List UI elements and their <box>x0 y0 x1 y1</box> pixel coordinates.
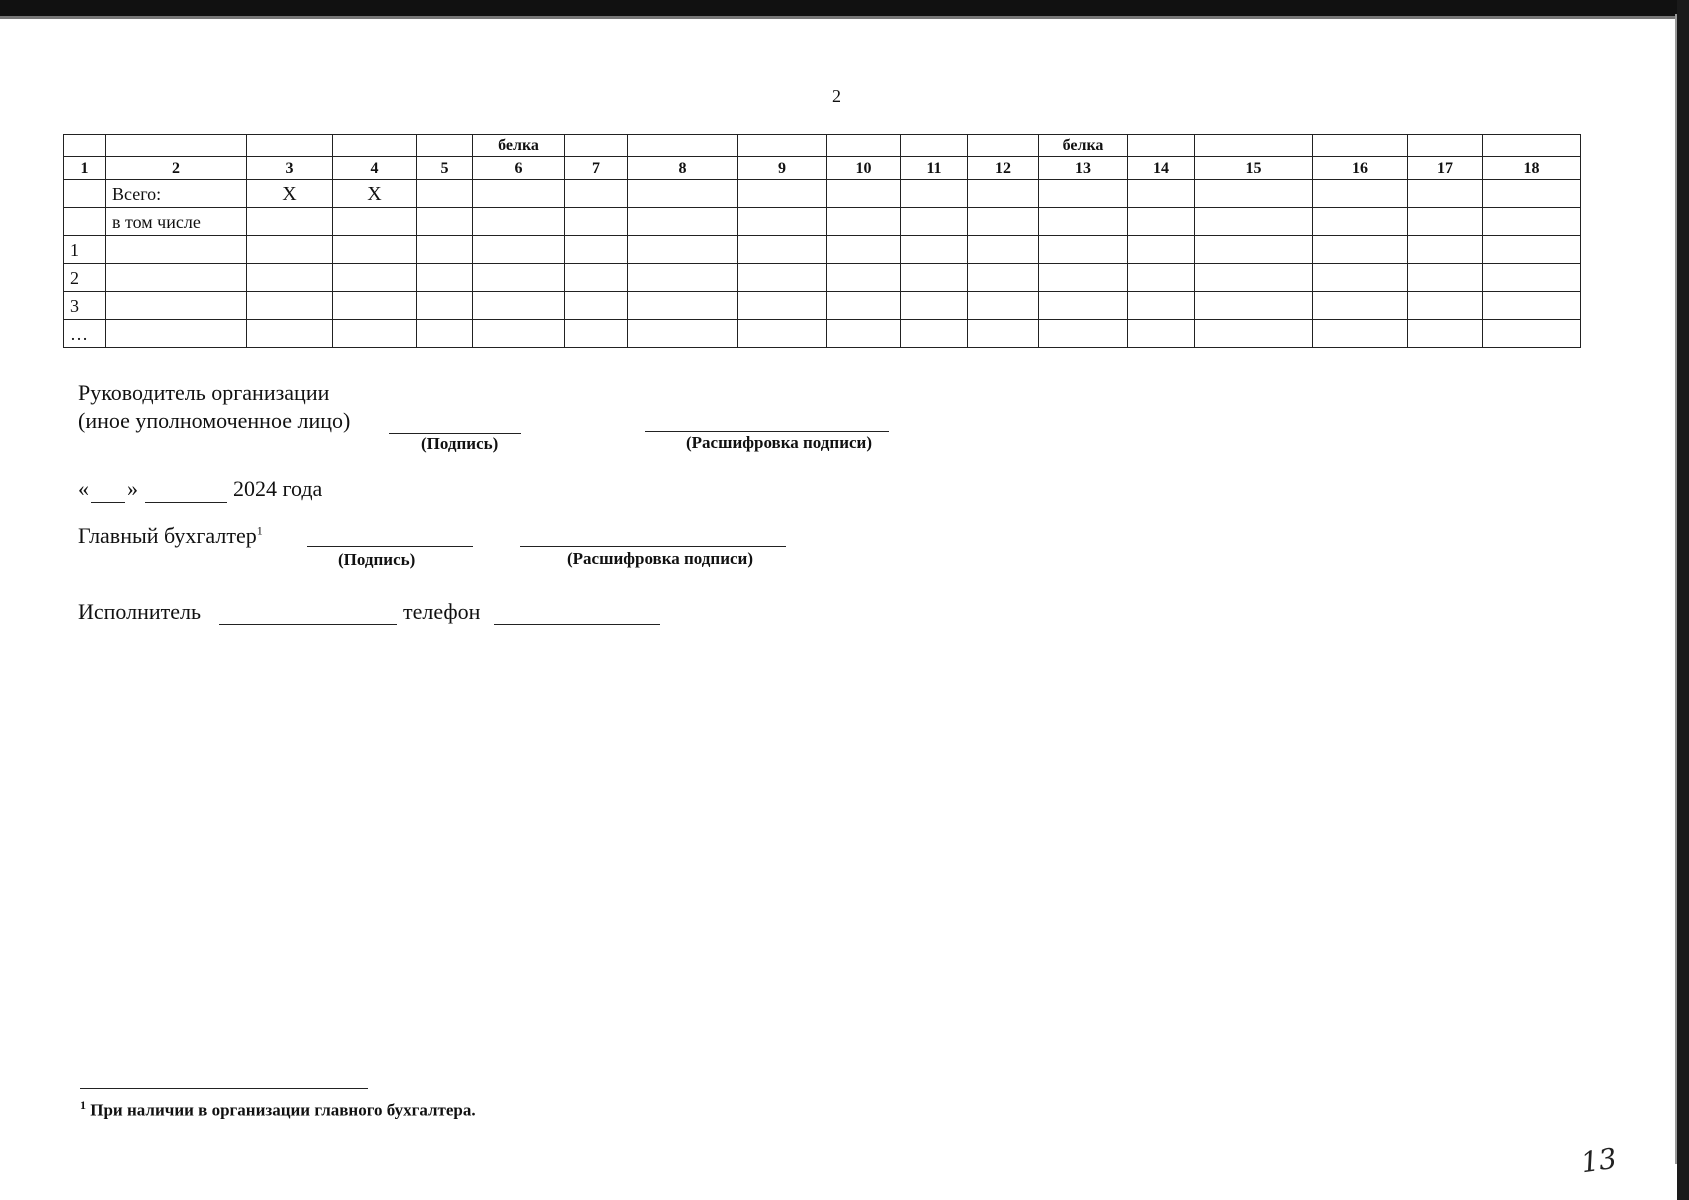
date-day-line[interactable] <box>91 502 125 503</box>
row-number: 2 <box>64 264 106 292</box>
scan-right-border <box>1677 0 1689 1200</box>
row-name: в том числе <box>106 208 247 236</box>
group-header-row <box>64 135 1581 157</box>
head-title-line1: Руководитель организации <box>78 380 330 405</box>
column-number: 13 <box>1039 157 1128 180</box>
cell-c3 <box>247 208 333 236</box>
scan-top-shade <box>0 16 1689 19</box>
executor-label: Исполнитель <box>78 599 202 624</box>
cell-c3: X <box>247 180 333 208</box>
table-row-total <box>64 180 1581 208</box>
date-open-quote: « <box>78 476 89 501</box>
row-number: 3 <box>64 292 106 320</box>
head-decode-caption: (Расшифровка подписи) <box>686 433 872 452</box>
column-number: 1 <box>64 157 106 180</box>
executor-line[interactable] <box>219 624 397 625</box>
row-name: Всего: <box>106 180 247 208</box>
cell-c4: X <box>333 180 417 208</box>
head-title-line2: (иное уполномоченное лицо) <box>78 408 351 433</box>
cell-c4 <box>333 236 417 264</box>
column-number: 11 <box>901 157 968 180</box>
cell-c4 <box>333 208 417 236</box>
footnote-separator <box>80 1088 368 1089</box>
chief-signature-line[interactable] <box>307 546 473 547</box>
group-header-6: белка <box>473 135 565 157</box>
row-name <box>106 320 247 348</box>
cell-c3 <box>247 264 333 292</box>
row-number <box>64 180 106 208</box>
row-name <box>106 236 247 264</box>
column-number: 9 <box>738 157 827 180</box>
row-number: … <box>64 320 106 348</box>
footnote-mark: 1 <box>80 1098 86 1112</box>
date-year-text: 2024 года <box>233 476 323 501</box>
column-number: 4 <box>333 157 417 180</box>
phone-label: телефон <box>403 599 481 624</box>
column-number: 14 <box>1128 157 1195 180</box>
head-signature-caption: (Подпись) <box>421 434 499 453</box>
cell-c3 <box>247 236 333 264</box>
chief-signature-caption: (Подпись) <box>338 550 416 569</box>
column-number-row <box>64 157 1581 180</box>
chief-decode-line[interactable] <box>520 546 786 547</box>
chief-accountant-label: Главный бухгалтер$^1$ <box>78 523 263 548</box>
table-row <box>64 320 1581 348</box>
column-number: 15 <box>1195 157 1313 180</box>
phone-line[interactable] <box>494 624 660 625</box>
cell-c4 <box>333 320 417 348</box>
scan-top-border <box>0 0 1689 16</box>
table-row-including <box>64 208 1581 236</box>
report-table <box>63 134 1581 348</box>
cell-c3 <box>247 320 333 348</box>
row-number: 1 <box>64 236 106 264</box>
date-month-line[interactable] <box>145 502 227 503</box>
column-number: 5 <box>417 157 473 180</box>
footnote-ref: 1 <box>256 523 263 538</box>
row-number <box>64 208 106 236</box>
row-name <box>106 264 247 292</box>
column-number: 8 <box>628 157 738 180</box>
column-number: 17 <box>1408 157 1483 180</box>
column-number: 6 <box>473 157 565 180</box>
date-close-quote: » <box>127 476 138 501</box>
chief-decode-caption: (Расшифровка подписи) <box>567 549 753 568</box>
table-row <box>64 236 1581 264</box>
column-number: 10 <box>827 157 901 180</box>
column-number: 3 <box>247 157 333 180</box>
column-number: 16 <box>1313 157 1408 180</box>
scan-right-edge <box>1675 14 1677 1164</box>
group-header-13: белка <box>1039 135 1128 157</box>
cell-c4 <box>333 292 417 320</box>
handwritten-page-number: 13 <box>1578 1141 1619 1180</box>
table-row <box>64 292 1581 320</box>
row-name <box>106 292 247 320</box>
footnote <box>80 1098 476 1121</box>
column-number: 7 <box>565 157 628 180</box>
table-row <box>64 264 1581 292</box>
column-number: 2 <box>106 157 247 180</box>
cell-c3 <box>247 292 333 320</box>
page-number: 2 <box>832 86 841 106</box>
column-number: 18 <box>1483 157 1581 180</box>
column-number: 12 <box>968 157 1039 180</box>
head-decode-line[interactable] <box>645 431 889 432</box>
footnote-text: При наличии в организации главного бухгалтера. <box>90 1100 476 1120</box>
cell-c4 <box>333 264 417 292</box>
